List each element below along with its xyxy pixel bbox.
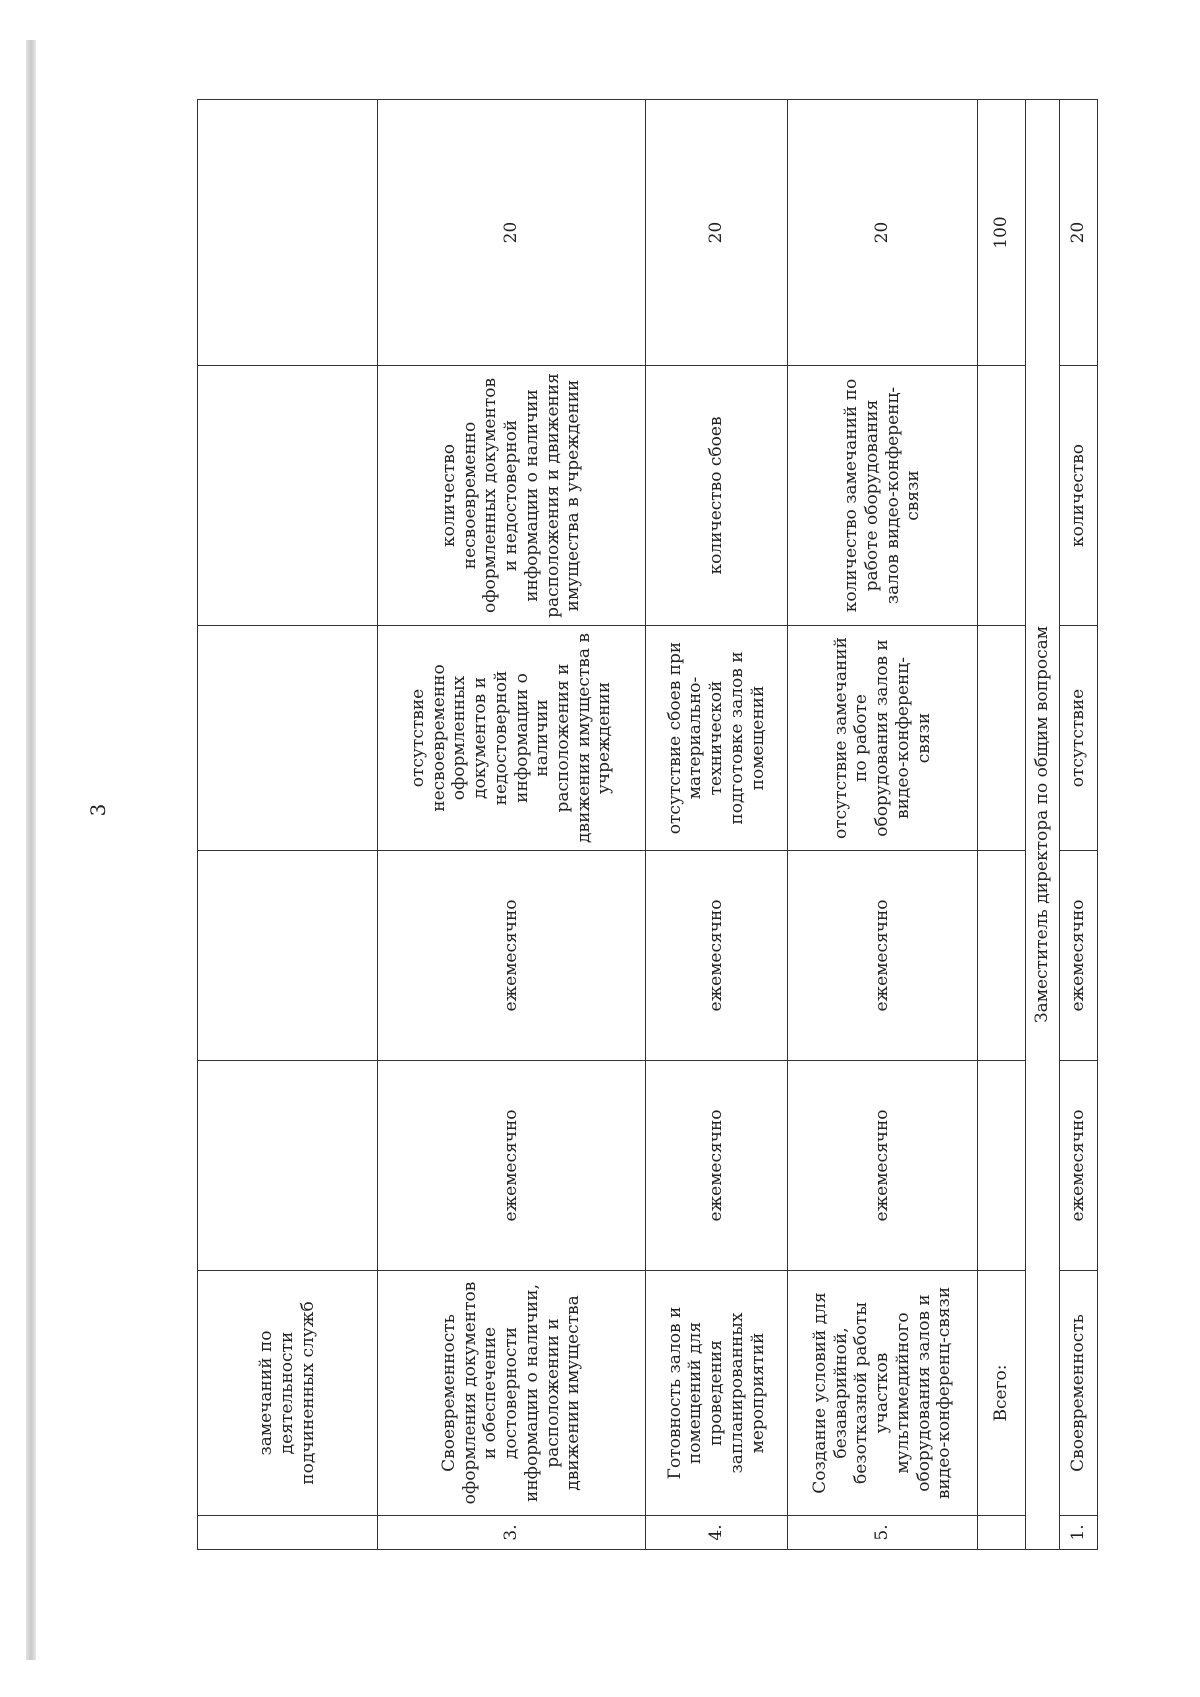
criterion-cell: Создание условий для безаварийной, безотказной работы участков мультимедийного оборудования залов и видео-конференц-связи bbox=[788, 1271, 978, 1516]
table-row bbox=[646, 100, 788, 1550]
indicator-cell: отсутствие bbox=[1060, 626, 1098, 851]
total-value: 100 bbox=[978, 100, 1026, 366]
weight-cell bbox=[198, 100, 378, 366]
indicator-cell: отсутствие несвоевременно оформленных документов и недостоверной информации о наличии расположения и движения имущества в учреждении bbox=[378, 626, 646, 851]
period-cell: ежемесячно bbox=[646, 851, 788, 1061]
measure-cell: количество замечаний по работе оборудования залов видео-конференц-связи bbox=[788, 366, 978, 626]
period-cell: ежемесячно bbox=[788, 851, 978, 1061]
period-cell: ежемесячно bbox=[378, 851, 646, 1061]
indicator-cell: отсутствие сбоев при материально-технической подготовке залов и помещений bbox=[646, 626, 788, 851]
measure-cell bbox=[198, 366, 378, 626]
row-number bbox=[978, 1516, 1026, 1550]
row-number bbox=[198, 1516, 378, 1550]
row-number: 3. bbox=[378, 1516, 646, 1550]
criterion-cell: Своевременность bbox=[1060, 1271, 1098, 1516]
period-cell: ежемесячно bbox=[378, 1061, 646, 1271]
period-cell: ежемесячно bbox=[1060, 851, 1098, 1061]
period-cell bbox=[198, 1061, 378, 1271]
measure-cell: количество bbox=[1060, 366, 1098, 626]
period-cell: ежемесячно bbox=[646, 1061, 788, 1271]
period-cell: ежемесячно bbox=[1060, 1061, 1098, 1271]
total-label: Всего: bbox=[978, 1271, 1026, 1516]
period-cell bbox=[198, 851, 378, 1061]
criterion-cell: Готовность залов и помещений для проведения запланированных мероприятий bbox=[646, 1271, 788, 1516]
table-row bbox=[198, 100, 378, 1550]
row-number: 5. bbox=[788, 1516, 978, 1550]
section-title: Заместитель директора по общим вопросам bbox=[1026, 100, 1060, 1550]
table-row bbox=[378, 100, 646, 1550]
criterion-cell: Своевременность оформления документов и обеспечение достоверности информации о наличии, расположении и движении имущества bbox=[378, 1271, 646, 1516]
page-number: 3 bbox=[86, 803, 110, 817]
rotated-table-container bbox=[197, 100, 1097, 1550]
scan-edge bbox=[26, 40, 36, 1660]
weight-cell: 20 bbox=[1060, 100, 1098, 366]
table-row bbox=[1060, 100, 1098, 1550]
section-row bbox=[1026, 100, 1060, 1550]
measure-cell: количество несвоевременно оформленных документов и недостоверной информации о наличии расположения и движения имущества в учреждении bbox=[378, 366, 646, 626]
measure-cell: количество сбоев bbox=[646, 366, 788, 626]
weight-cell: 20 bbox=[378, 100, 646, 366]
indicator-cell bbox=[198, 626, 378, 851]
row-number: 4. bbox=[646, 1516, 788, 1550]
total-row bbox=[978, 100, 1026, 1550]
row-number: 1. bbox=[1060, 1516, 1098, 1550]
indicator-cell: отсутствие замечаний по работе оборудования залов и видео-конференц-связи bbox=[788, 626, 978, 851]
weight-cell: 20 bbox=[788, 100, 978, 366]
period-cell: ежемесячно bbox=[788, 1061, 978, 1271]
criterion-cell: замечаний по деятельности подчиненных служб bbox=[198, 1271, 378, 1516]
table-row bbox=[788, 100, 978, 1550]
weight-cell: 20 bbox=[646, 100, 788, 366]
criteria-table bbox=[197, 99, 1098, 1550]
